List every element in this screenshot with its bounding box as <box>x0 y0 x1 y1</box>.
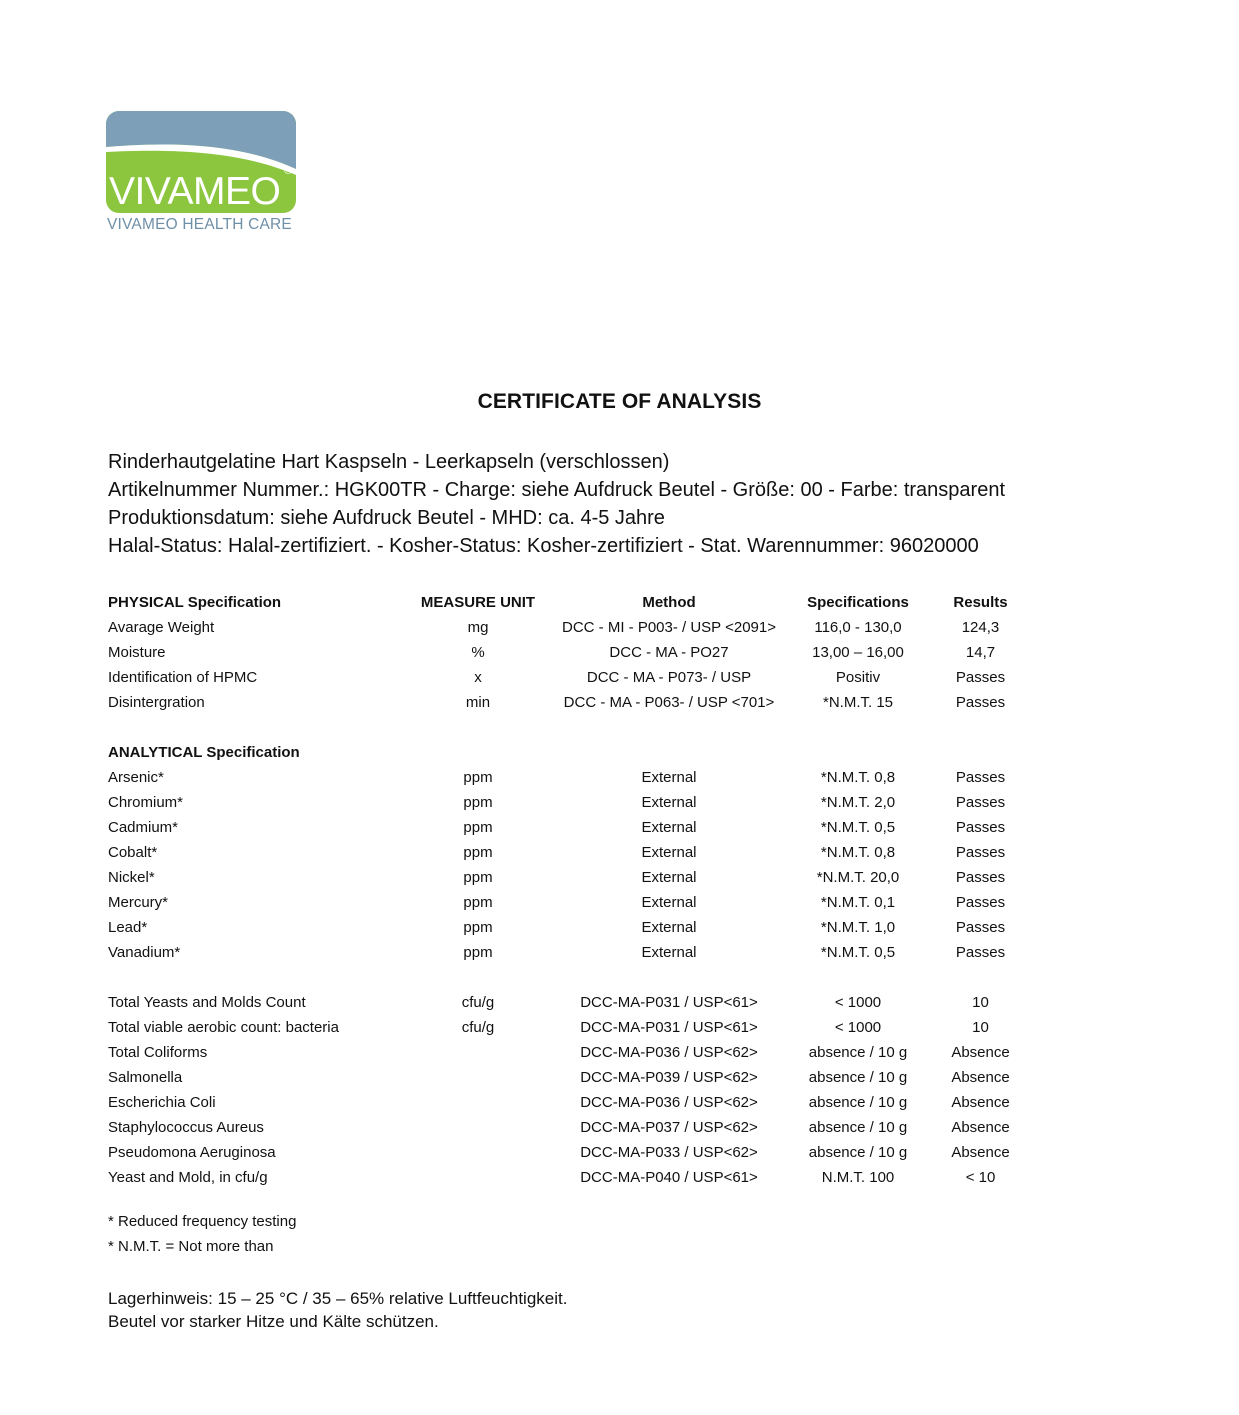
cell-parameter: Avarage Weight <box>108 619 215 636</box>
cell-method: DCC-MA-P036 / USP<62> <box>580 1094 758 1111</box>
storage-line: Lagerhinweis: 15 – 25 °C / 35 – 65% relative Luftfeuchtigkeit. <box>108 1289 568 1308</box>
analytical-section-title <box>108 740 1108 765</box>
cell-unit: ppm <box>463 819 493 836</box>
info-line: Produktionsdatum: siehe Aufdruck Beutel - MHD: ca. 4-5 Jahre <box>108 507 665 529</box>
cell-parameter: Salmonella <box>108 1069 183 1086</box>
cell-specification: absence / 10 g <box>808 1069 908 1086</box>
table-row <box>108 915 1108 940</box>
cell-specification: absence / 10 g <box>808 1044 908 1061</box>
table-header <box>108 590 1108 615</box>
cell-specification: *N.M.T. 15 <box>822 694 894 711</box>
table-row <box>108 890 1108 915</box>
cell-parameter: Staphylococcus Aureus <box>108 1119 264 1136</box>
cell-specification: *N.M.T. 0,1 <box>820 894 896 911</box>
table-row <box>108 790 1108 815</box>
cell-specification: < 1000 <box>834 994 882 1011</box>
footnote: * N.M.T. = Not more than <box>108 1238 274 1255</box>
cell-specification: *N.M.T. 0,8 <box>820 844 896 861</box>
cell-parameter: Cobalt* <box>108 844 158 861</box>
cell-method: DCC-MA-P036 / USP<62> <box>580 1044 758 1061</box>
cell-specification: 116,0 - 130,0 <box>814 619 902 636</box>
storage-notes <box>108 1287 567 1333</box>
info-line: Artikelnummer Nummer.: HGK00TR - Charge: siehe Aufdruck Beutel - Größe: 00 - Farbe: transparent <box>108 479 1006 501</box>
cell-result: Passes <box>955 919 1006 936</box>
cell-result: Passes <box>955 669 1006 686</box>
cell-method: DCC-MA-P037 / USP<62> <box>580 1119 758 1136</box>
cell-result: Passes <box>955 794 1006 811</box>
analysis-table <box>108 590 1108 1190</box>
vivameo-logo <box>106 111 298 236</box>
product-info <box>108 448 1005 560</box>
cell-method: DCC-MA-P039 / USP<62> <box>580 1069 758 1086</box>
cell-unit: % <box>471 644 485 661</box>
cell-result: Passes <box>955 694 1006 711</box>
cell-unit: min <box>465 694 491 711</box>
table-row <box>108 1140 1108 1165</box>
cell-parameter: Pseudomona Aeruginosa <box>108 1144 276 1161</box>
table-row <box>108 840 1108 865</box>
cell-method: DCC-MA-P040 / USP<61> <box>580 1169 758 1186</box>
analytical-rows <box>108 765 1108 965</box>
cell-parameter: Total Coliforms <box>108 1044 208 1061</box>
cell-result: 10 <box>972 994 989 1011</box>
logo-subtitle: VIVAMEO HEALTH CARE <box>107 216 292 233</box>
cell-method: DCC-MA-P033 / USP<62> <box>580 1144 758 1161</box>
cell-unit: ppm <box>463 869 493 886</box>
table-row <box>108 765 1108 790</box>
header-method: Method <box>642 594 696 611</box>
cell-specification: *N.M.T. 0,5 <box>820 944 896 961</box>
table-row <box>108 1115 1108 1140</box>
cell-method: External <box>641 919 697 936</box>
cell-unit: ppm <box>463 844 493 861</box>
cell-method: DCC - MA - P073- / USP <box>586 669 752 686</box>
physical-rows <box>108 615 1108 715</box>
cell-result: Passes <box>955 869 1006 886</box>
cell-method: DCC - MA - P063- / USP <701> <box>563 694 775 711</box>
cell-specification: *N.M.T. 20,0 <box>816 869 900 886</box>
cell-specification: 13,00 – 16,00 <box>812 644 904 661</box>
cell-unit: ppm <box>463 794 493 811</box>
cell-parameter: Cadmium* <box>108 819 179 836</box>
table-row <box>108 640 1108 665</box>
table-row <box>108 1165 1108 1190</box>
cell-result: Absence <box>951 1094 1010 1111</box>
cell-result: Absence <box>951 1119 1010 1136</box>
cell-result: 10 <box>972 1019 989 1036</box>
cell-unit: x <box>474 669 482 686</box>
cell-result: 124,3 <box>961 619 1000 636</box>
cell-specification: N.M.T. 100 <box>821 1169 895 1186</box>
registered-mark: ® <box>284 165 293 177</box>
table-row <box>108 865 1108 890</box>
footnote: * Reduced frequency testing <box>108 1213 297 1230</box>
header-results: Results <box>953 594 1008 611</box>
table-row <box>108 690 1108 715</box>
cell-parameter: Chromium* <box>108 794 184 811</box>
cell-method: External <box>641 819 697 836</box>
storage-line: Beutel vor starker Hitze und Kälte schützen. <box>108 1312 439 1331</box>
cell-specification: *N.M.T. 2,0 <box>820 794 896 811</box>
cell-parameter: Moisture <box>108 644 166 661</box>
cell-method: External <box>641 844 697 861</box>
cell-parameter: Nickel* <box>108 869 155 886</box>
info-line: Rinderhautgelatine Hart Kaspseln - Leerkapseln (verschlossen) <box>108 451 670 473</box>
microbiology-rows <box>108 990 1108 1190</box>
header-specifications: Specifications <box>807 594 909 611</box>
cell-parameter: Escherichia Coli <box>108 1094 216 1111</box>
cell-method: External <box>641 894 697 911</box>
cell-method: DCC - MA - PO27 <box>609 644 729 661</box>
document-title: CERTIFICATE OF ANALYSIS <box>477 390 762 413</box>
cell-parameter: Disintergration <box>108 694 205 711</box>
cell-unit: ppm <box>463 769 493 786</box>
cell-result: Passes <box>955 844 1006 861</box>
vivameo-logo-mark <box>106 111 296 213</box>
cell-specification: *N.M.T. 1,0 <box>820 919 896 936</box>
header-measure-unit: MEASURE UNIT <box>420 594 536 611</box>
cell-parameter: Identification of HPMC <box>108 669 258 686</box>
table-row <box>108 990 1108 1015</box>
table-row <box>108 665 1108 690</box>
cell-method: External <box>641 869 697 886</box>
cell-result: 14,7 <box>965 644 996 661</box>
cell-parameter: Total viable aerobic count: bacteria <box>108 1019 339 1036</box>
info-line: Halal-Status: Halal-zertifiziert. - Kosher-Status: Kosher-zertifiziert - Stat. Warennummer: 96020000 <box>108 535 979 557</box>
cell-result: Absence <box>951 1044 1010 1061</box>
table-row <box>108 615 1108 640</box>
cell-specification: absence / 10 g <box>808 1144 908 1161</box>
cell-parameter: Arsenic* <box>108 769 164 786</box>
cell-method: External <box>641 769 697 786</box>
table-row <box>108 1040 1108 1065</box>
cell-method: DCC-MA-P031 / USP<61> <box>580 1019 758 1036</box>
cell-method: External <box>641 944 697 961</box>
table-row <box>108 1090 1108 1115</box>
cell-method: DCC-MA-P031 / USP<61> <box>580 994 758 1011</box>
cell-parameter: Lead* <box>108 919 148 936</box>
cell-method: DCC - MI - P003- / USP <2091> <box>562 619 776 636</box>
cell-specification: absence / 10 g <box>808 1119 908 1136</box>
cell-parameter: Mercury* <box>108 894 169 911</box>
cell-parameter: Yeast and Mold, in cfu/g <box>108 1169 268 1186</box>
table-row <box>108 940 1108 965</box>
logo-brand-text: VIVAMEO <box>109 170 281 213</box>
cell-result: Passes <box>955 769 1006 786</box>
cell-unit: cfu/g <box>461 994 495 1011</box>
table-row <box>108 1065 1108 1090</box>
cell-result: < 10 <box>965 1169 996 1186</box>
cell-specification: *N.M.T. 0,8 <box>820 769 896 786</box>
table-row <box>108 815 1108 840</box>
cell-specification: absence / 10 g <box>808 1094 908 1111</box>
cell-unit: ppm <box>463 919 493 936</box>
cell-specification: *N.M.T. 0,5 <box>820 819 896 836</box>
cell-specification: < 1000 <box>834 1019 882 1036</box>
cell-unit: mg <box>467 619 489 636</box>
cell-specification: Positiv <box>835 669 881 686</box>
cell-result: Passes <box>955 894 1006 911</box>
cell-method: External <box>641 794 697 811</box>
cell-parameter: Vanadium* <box>108 944 181 961</box>
cell-parameter: Total Yeasts and Molds Count <box>108 994 306 1011</box>
cell-unit: ppm <box>463 944 493 961</box>
analytical-title-text: ANALYTICAL Specification <box>108 744 300 761</box>
footnotes <box>108 1209 296 1259</box>
table-row <box>108 1015 1108 1040</box>
cell-result: Passes <box>955 944 1006 961</box>
cell-unit: ppm <box>463 894 493 911</box>
header-physical-spec: PHYSICAL Specification <box>108 594 282 611</box>
cell-result: Absence <box>951 1069 1010 1086</box>
cell-result: Passes <box>955 819 1006 836</box>
cell-result: Absence <box>951 1144 1010 1161</box>
cell-unit: cfu/g <box>461 1019 495 1036</box>
